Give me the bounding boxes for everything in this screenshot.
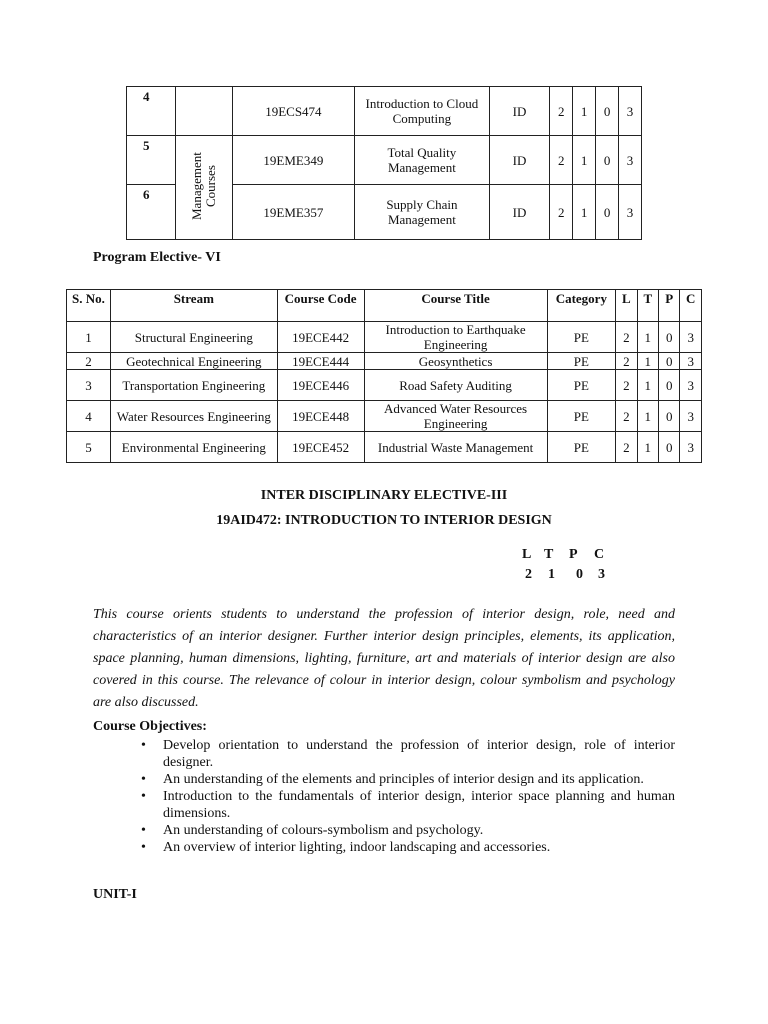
category-cell: ID <box>489 185 550 240</box>
table-row <box>67 370 702 401</box>
stream-cell: Geotechnical Engineering <box>110 353 277 370</box>
header-stream: Stream <box>110 290 277 322</box>
c-cell: 3 <box>619 136 642 185</box>
stream-cell: Transportation Engineering <box>110 370 277 401</box>
list-item <box>93 771 675 788</box>
category-cell: PE <box>547 370 616 401</box>
header-course-code: Course Code <box>277 290 364 322</box>
table-row <box>127 87 642 136</box>
stream-label: Management Courses <box>188 152 218 220</box>
ltpc-label-t: T <box>544 547 554 562</box>
course-title: 19AID472: INTRODUCTION TO INTERIOR DESIGN <box>216 513 552 528</box>
management-courses-table <box>126 86 642 240</box>
course-title-cell: Road Safety Auditing <box>364 370 547 401</box>
stream-cell: Structural Engineering <box>110 322 277 353</box>
sno-cell: 6 <box>127 185 176 240</box>
course-title-cell: Advanced Water Resources Engineering <box>364 401 547 432</box>
sno-cell: 3 <box>67 370 111 401</box>
c-cell: 3 <box>680 401 702 432</box>
p-cell: 0 <box>659 322 680 353</box>
stream-cell: Environmental Engineering <box>110 432 277 463</box>
stream-cell <box>175 136 232 240</box>
t-cell: 1 <box>573 136 596 185</box>
sno-cell: 2 <box>67 353 111 370</box>
table-row <box>67 432 702 463</box>
p-cell: 0 <box>596 136 619 185</box>
category-cell: PE <box>547 322 616 353</box>
course-description: This course orients students to understand the profession of interior design, role, need and characteristics of an interior designer. Further interior design principles, elements, its application, space planning, human dimensions, lighting, furniture, art and materials of interior design are also covered in this course. The relevance of colour in interior design, colour symbolism and psychology are also discussed. <box>93 607 675 710</box>
c-cell: 3 <box>680 322 702 353</box>
header-sno: S. No. <box>67 290 111 322</box>
course-title-cell: Geosynthetics <box>364 353 547 370</box>
ltpc-label-p: P <box>569 547 578 562</box>
course-title-cell: Industrial Waste Management <box>364 432 547 463</box>
program-elective-heading: Program Elective- VI <box>93 250 221 265</box>
course-code-cell: 19ECE448 <box>277 401 364 432</box>
objectives-heading: Course Objectives: <box>93 719 207 734</box>
p-cell: 0 <box>596 87 619 136</box>
course-code-cell: 19EME349 <box>232 136 355 185</box>
bullet-icon: • <box>141 789 146 804</box>
table-row <box>127 136 642 185</box>
table-row <box>67 322 702 353</box>
t-cell: 1 <box>637 353 658 370</box>
category-cell: PE <box>547 401 616 432</box>
l-cell: 2 <box>616 370 637 401</box>
header-p: P <box>659 290 680 322</box>
bullet-icon: • <box>141 823 146 838</box>
elective-title: INTER DISCIPLINARY ELECTIVE-III <box>260 488 508 503</box>
header-l: L <box>616 290 637 322</box>
t-cell: 1 <box>637 322 658 353</box>
category-cell: PE <box>547 432 616 463</box>
header-category: Category <box>547 290 616 322</box>
course-title-cell: Supply Chain Management <box>355 185 490 240</box>
table-row <box>67 353 702 370</box>
category-cell: ID <box>489 136 550 185</box>
course-code-cell: 19ECS474 <box>232 87 355 136</box>
c-cell: 3 <box>619 87 642 136</box>
l-cell: 2 <box>550 87 573 136</box>
t-cell: 1 <box>573 185 596 240</box>
category-cell: ID <box>489 87 550 136</box>
l-cell: 2 <box>550 185 573 240</box>
list-item <box>93 737 675 771</box>
bullet-icon: • <box>141 772 146 787</box>
course-title-cell: Introduction to Cloud Computing <box>355 87 490 136</box>
stream-cell-empty <box>175 87 232 136</box>
p-cell: 0 <box>596 185 619 240</box>
ltpc-value-c: 3 <box>598 567 605 582</box>
objective-text: An understanding of colours-symbolism and psychology. <box>163 823 484 838</box>
c-cell: 3 <box>680 353 702 370</box>
list-item <box>93 788 675 822</box>
sno-cell: 4 <box>127 87 176 136</box>
ltpc-value-t: 1 <box>548 567 555 582</box>
t-cell: 1 <box>573 87 596 136</box>
program-elective-table <box>66 289 702 463</box>
sno-cell: 5 <box>127 136 176 185</box>
t-cell: 1 <box>637 370 658 401</box>
course-code-cell: 19ECE444 <box>277 353 364 370</box>
p-cell: 0 <box>659 401 680 432</box>
course-code-cell: 19ECE446 <box>277 370 364 401</box>
header-t: T <box>637 290 658 322</box>
table-row <box>67 401 702 432</box>
sno-cell: 1 <box>67 322 111 353</box>
t-cell: 1 <box>637 401 658 432</box>
t-cell: 1 <box>637 432 658 463</box>
course-code-cell: 19EME357 <box>232 185 355 240</box>
objective-text: Introduction to the fundamentals of interior design, interior space planning and human dimensions. <box>163 789 675 821</box>
p-cell: 0 <box>659 353 680 370</box>
unit-heading: UNIT-I <box>93 887 137 902</box>
l-cell: 2 <box>616 322 637 353</box>
objective-text: An understanding of the elements and principles of interior design and its application. <box>163 772 644 787</box>
sno-cell: 5 <box>67 432 111 463</box>
l-cell: 2 <box>616 401 637 432</box>
ltpc-label-l: L <box>522 547 532 562</box>
c-cell: 3 <box>619 185 642 240</box>
c-cell: 3 <box>680 432 702 463</box>
bullet-icon: • <box>141 738 146 753</box>
stream-cell: Water Resources Engineering <box>110 401 277 432</box>
table-header-row <box>67 290 702 322</box>
sno-cell: 4 <box>67 401 111 432</box>
course-title-cell: Total Quality Management <box>355 136 490 185</box>
course-code-cell: 19ECE442 <box>277 322 364 353</box>
ltpc-value-l: 2 <box>525 567 532 582</box>
l-cell: 2 <box>616 353 637 370</box>
course-title-cell: Introduction to Earthquake Engineering <box>364 322 547 353</box>
objective-text: Develop orientation to understand the profession of interior design, role of interior designer. <box>163 738 675 770</box>
list-item <box>93 839 675 856</box>
objectives-list <box>93 737 675 856</box>
header-course-title: Course Title <box>364 290 547 322</box>
p-cell: 0 <box>659 432 680 463</box>
category-cell: PE <box>547 353 616 370</box>
l-cell: 2 <box>550 136 573 185</box>
header-c: C <box>680 290 702 322</box>
p-cell: 0 <box>659 370 680 401</box>
ltpc-value-p: 0 <box>576 567 583 582</box>
objective-text: An overview of interior lighting, indoor landscaping and accessories. <box>163 840 551 855</box>
bullet-icon: • <box>141 840 146 855</box>
c-cell: 3 <box>680 370 702 401</box>
course-code-cell: 19ECE452 <box>277 432 364 463</box>
ltpc-label-c: C <box>594 547 605 562</box>
l-cell: 2 <box>616 432 637 463</box>
list-item <box>93 822 675 839</box>
